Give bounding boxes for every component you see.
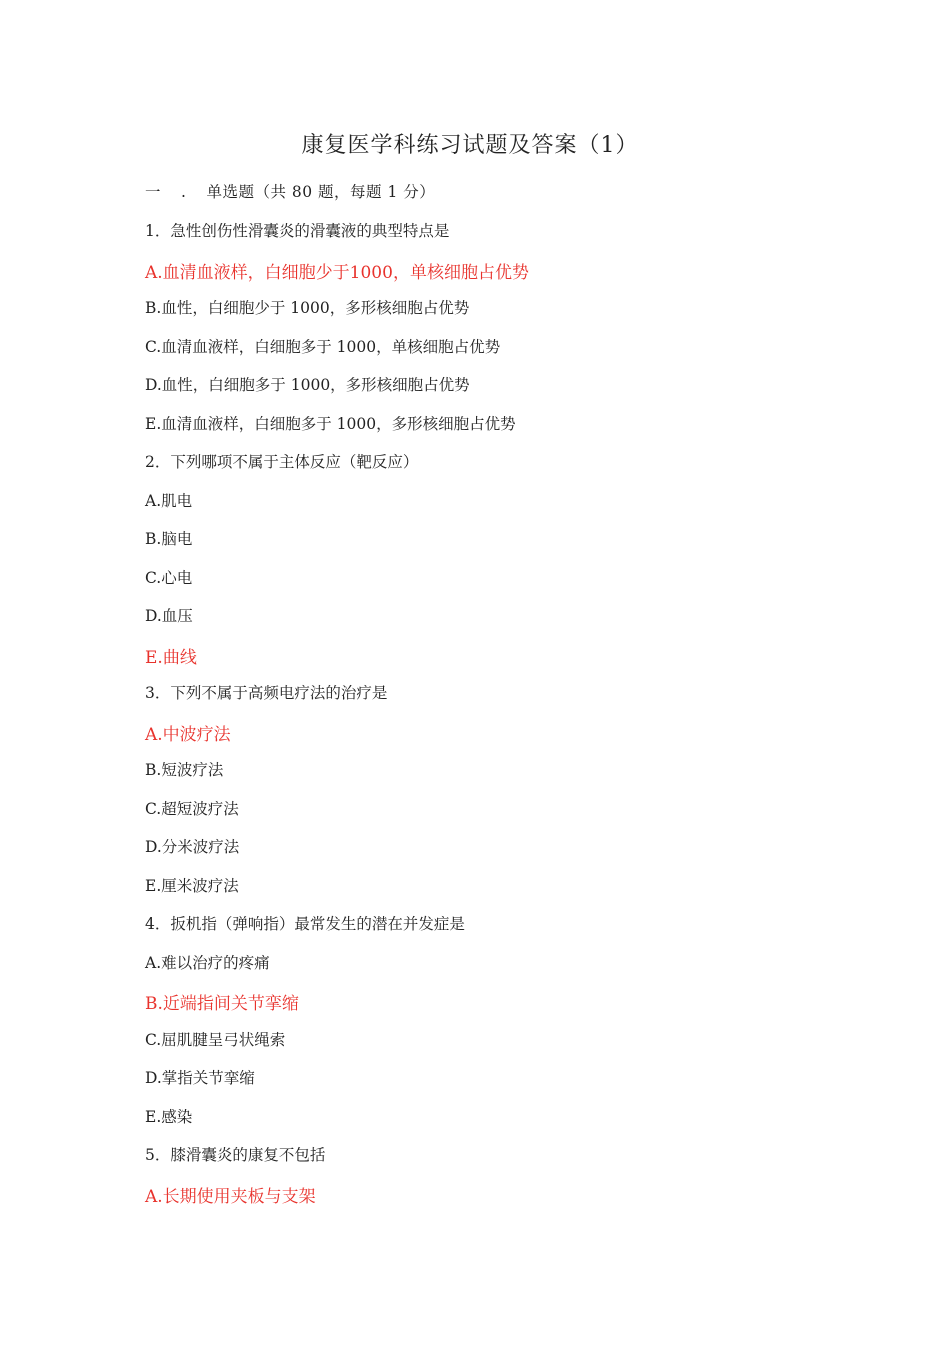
option-line: C.屈肌腱呈弓状绳索 <box>145 1030 286 1049</box>
question-stem: 4．扳机指（弹响指）最常发生的潜在并发症是 <box>145 915 465 933</box>
answer-option: A.中波疗法 <box>145 724 231 745</box>
option-line: A.肌电 <box>145 491 193 510</box>
question-stem: 1．急性创伤性滑囊炎的滑囊液的典型特点是 <box>145 222 450 240</box>
option-line: E.血清血液样，白细胞多于 1000，多形核细胞占优势 <box>145 414 516 433</box>
option-line: B.短波疗法 <box>145 761 224 779</box>
option-line: D.分米波疗法 <box>145 838 240 856</box>
question-stem: 2．下列哪项不属于主体反应（靶反应） <box>145 453 419 471</box>
section-dot: . <box>181 183 187 201</box>
section-heading <box>145 180 435 202</box>
section-number: 一 <box>145 183 162 201</box>
option-line: D.血性，白细胞多于 1000，多形核细胞占优势 <box>145 376 470 394</box>
question-stem: 3．下列不属于高频电疗法的治疗是 <box>145 684 388 702</box>
answer-option: A.长期使用夹板与支架 <box>145 1186 316 1207</box>
option-line: C.超短波疗法 <box>145 799 239 818</box>
option-line: E.厘米波疗法 <box>145 876 239 895</box>
page-title: 康复医学科练习试题及答案（1） <box>301 133 639 158</box>
question-stem: 5．膝滑囊炎的康复不包括 <box>145 1146 326 1164</box>
option-line: C.心电 <box>145 568 193 587</box>
option-line: A.难以治疗的疼痛 <box>145 953 270 972</box>
answer-option: A.血清血液样，白细胞少于1000，单核细胞占优势 <box>145 262 529 283</box>
option-line: C.血清血液样，白细胞多于 1000，单核细胞占优势 <box>145 337 501 356</box>
option-line: D.血压 <box>145 607 193 625</box>
option-line: B.血性，白细胞少于 1000，多形核细胞占优势 <box>145 299 470 317</box>
option-line: E.感染 <box>145 1107 193 1126</box>
answer-option: E.曲线 <box>145 647 197 668</box>
section-text: 单选题（共 80 题，每题 1 分） <box>206 183 436 201</box>
answer-option: B.近端指间关节挛缩 <box>145 994 299 1014</box>
option-line: D.掌指关节挛缩 <box>145 1069 255 1087</box>
option-line: B.脑电 <box>145 530 193 548</box>
